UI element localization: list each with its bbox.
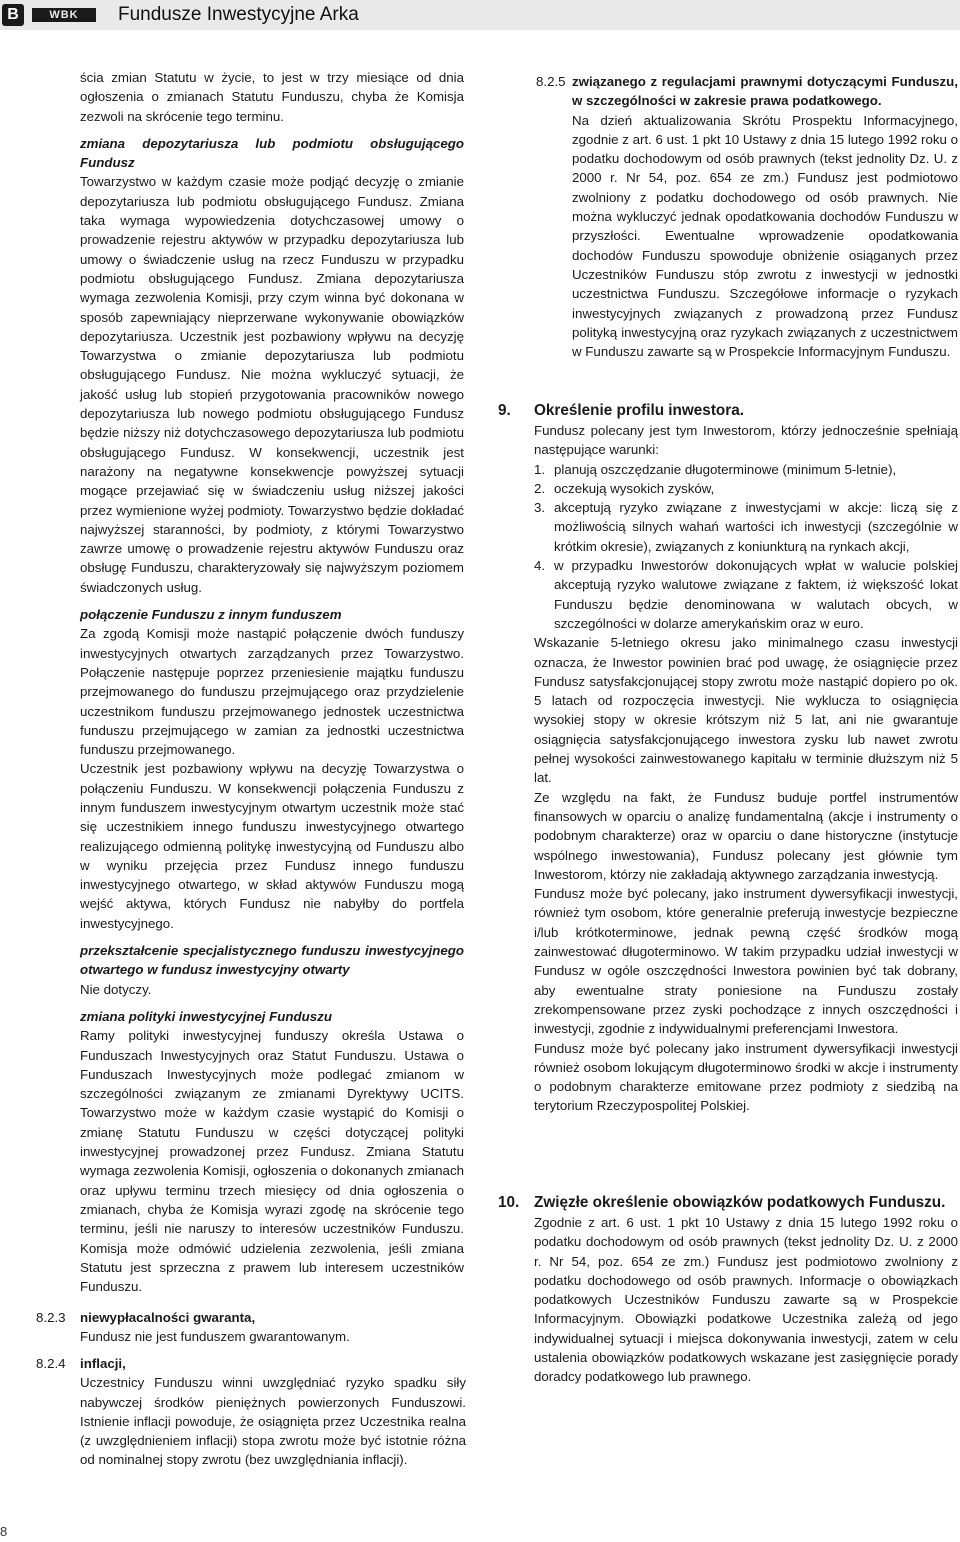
item-number: 8.2.3	[36, 1310, 66, 1325]
paragraph: Ramy polityki inwestycyjnej funduszy określa Ustawa o Funduszach Inwestycyjnych oraz Statut Funduszu. Ustawa o Funduszach Inwestycyjnych może podlegać zmianom w szczególności związanym ze zmianami Dyrektywy UCITS. Towarzystwo może w każdym czasie wystąpić do Komisji o zmianę Statutu Funduszu w części dotyczącej polityki inwestycyjnej prowadzonej przez Fundusz. Zmiana Statutu wymaga zezwolenia Komisji, ogłoszenia o dokonanych zmianach oraz upływu terminu trzech miesięcy od dnia ogłoszenia o zmianach, chyba że Komisja wyrazi zgodę na skrócenie tego terminu, jeśli nie naruszy to interesów uczestników Funduszu. Komisja może odmówić udzielenia zezwolenia, jeśli zmiana Statutu jest sprzeczna z prawem lub interesem uczestników Funduszu.	[80, 1028, 464, 1295]
header-title: Fundusze Inwestycyjne Arka	[118, 4, 359, 25]
section-title: Zwięzłe określenie obowiązków podatkowych Funduszu.	[534, 1194, 946, 1211]
subheading-depozytariusz: zmiana depozytariusza lub podmiotu obsługującego Fundusz	[80, 135, 464, 171]
subheading-przeksztalcenie: przekształcenie specjalistycznego funduszu inwestycyjnego otwartego w fundusz inwestycyjny otwarty	[80, 943, 464, 978]
paragraph: Towarzystwo w każdym czasie może podjąć decyzję o zmianie depozytariusza lub podmiotu obsługującego Fundusz. Zmiana taka wymaga wypowiedzenia dotychczasowej umowy o prowadzenie rejestru aktywów w przypadku depozytariusza lub umowy o świadczenie usług na rzecz Funduszu w przypadku podmiotu obsługującego Fundusz. Zmiana depozytariusza wymaga zezwolenia Komisji, przy czym winna być dokonana w sposób zapewniający nieprzerwane wykonywanie obowiązków depozytariusza. Uczestnik jest pozbawiony wpływu na decyzję Towarzystwa o zmianie depozytariusza lub podmiotu obsługującego Fundusz. Nie można wykluczyć sytuacji, że jakość usług lub stopień przygotowania pracowników nowego depozytariusza lub nowego podmiotu obsługującego Fundusz będzie niższy niż dotychczasowego depozytariusza lub podmiotu obsługującego Fundusz. W konsekwencji, uczestnik jest narażony na negatywne konsekwencje powyższej sytuacji mogące przejawiać się w świadczeniu usług niższej jakości przez wymienione wyżej podmioty. Towarzystwo będzie dokładać najwyższej staranności, by podmioty, z którymi Towarzystwo zawrze umowę o prowadzenie rejestru aktywów Funduszu oraz obsługę Funduszu, charakteryzowały się najwyższym poziomem świadczonych usług.	[80, 174, 464, 595]
left-column	[80, 68, 464, 1296]
item-heading: związanego z regulacjami prawnymi dotyczącymi Funduszu, w szczególności w zakresie prawa podatkowego.	[572, 74, 958, 109]
item-8-2-5	[536, 72, 958, 361]
section-10	[498, 1192, 958, 1387]
page-number: 8	[0, 1524, 8, 1539]
item-text: Na dzień aktualizowania Skrótu Prospektu Informacyjnego, zgodnie z art. 6 ust. 1 pkt 10 Ustawy z dnia 15 lutego 1992 roku o podatku dochodowym od osób prawnych (tekst jednolity Dz. U. z 2000 r. Nr 54, poz. 654 ze zm.) Fundusz jest podmiotowo zwolniony z podatku dochodowego od osób prawnych. Nie można wykluczyć jednak opodatkowania dochodów Funduszu w przyszłości. Ewentualne wprowadzenie opodatkowania dochodów Funduszu spowoduje obniżenie osiąganych przez Uczestników Funduszu stóp zwrotu z inwestycji w jednostki uczestnictwa Funduszu. Szczegółowe informacje o ryzykach inwestycyjnych związanych z prowadzoną przez Fundusz polityką inwestycyjną oraz ryzykach związanych z uczestnictwem w Funduszu zawarte są w Prospekcie Informacyjnym Funduszu.	[572, 112, 958, 360]
paragraph: Nie dotyczy.	[80, 981, 152, 997]
section-number: 10.	[498, 1194, 520, 1211]
paragraph: Fundusz może być polecany jako instrument dywersyfikacji inwestycji również osobom lokującym długoterminowo środki w akcje i instrumenty o podobnym charakterze emitowane przez podmioty z siedzibą na terytorium Rzeczypospolitej Polskiej.	[534, 1040, 958, 1114]
paragraph: Zgodnie z art. 6 ust. 1 pkt 10 Ustawy z dnia 15 lutego 1992 roku o podatku dochodowym od osób prawnych (tekst jednolity Dz. U. z 2000 r. Nr 54, poz. 654 ze zm.) Fundusz jest podmiotowo zwolniony z podatku dochodowego od osób prawnych. Informacje o obowiązkach podatkowych Uczestników Funduszu zawarte są w Prospekcie Informacyjnym. Obowiązki podatkowe Uczestnika zależą od jego indywidualnej sytuacji i miejsca dokonywania inwestycji, zatem w celu ustalenia obowiązków podatkowych wskazane jest zasięgnięcie porady doradcy podatkowego lub prawnego.	[534, 1215, 958, 1385]
paragraph: Za zgodą Komisji może nastąpić połączenie dwóch funduszy inwestycyjnych otwartych zarządzanych przez Towarzystwo. Połączenie następuje poprzez przeniesienie majątku funduszu przejmowanego do funduszu przejmującego oraz przydzielenie uczestnikom funduszu przejmowanego jednostek uczestnictwa funduszu przejmującego w zamian za jednostki uczestnictwa funduszu przejmowanego.	[80, 626, 464, 758]
wbk-wordmark: WBK	[32, 8, 96, 22]
item-text: Uczestnicy Funduszu winni uwzględniać ryzyko spadku siły nabywczej środków pieniężnych powierzonych Funduszowi. Istnienie inflacji powoduje, że osiągnięta przez Uczestnika realna (z uwzględnieniem inflacji) stopa zwrotu może być istotnie różna od nominalnej stopy zwrotu (bez uwzględniania inflacji).	[80, 1375, 466, 1468]
subheading-polaczenie: połączenie Funduszu z innym funduszem	[80, 607, 342, 623]
paragraph: Ze względu na fakt, że Fundusz buduje portfel instrumentów finansowych w oparciu o analizę fundamentalną (akcje i instrumenty o podobnym charakterze) oraz w oparciu o dane historyczne (instytucje wspólnego inwestowania), Fundusz polecany jest głównie tym Inwestorom, którzy nie zakładają aktywnego zarządzania inwestycją.	[534, 789, 958, 882]
subheading-polityka: zmiana polityki inwestycyjnej Funduszu	[80, 1008, 332, 1024]
item-number: 8.2.5	[536, 74, 566, 89]
section-number: 9.	[498, 402, 511, 419]
list-item: 3. akceptują ryzyko związane z inwestycjami w akcje: liczą się z możliwością silnych wahań wartości ich inwestycji (szczególnie w krótkim okresie), związanych z koniunkturą na rynkach akcji,	[534, 500, 958, 554]
paragraph: Uczestnik jest pozbawiony wpływu na decyzję Towarzystwa o połączeniu Funduszu. W konsekwencji połączenia Funduszu z innym funduszem inwestycyjnym otwartym uczestnik może stać się uczestnikiem innego funduszu inwestycyjnego otwartego realizującego odmienną politykę inwestycyjną od Funduszu albo w wyniku przejęcia przez Fundusz innego funduszu inwestycyjnego otwartego, w skład aktywów Funduszu mogą wejść aktywa, których Fundusz nie nabyłby do portfela inwestycyjnego.	[80, 761, 464, 931]
item-heading: inflacji,	[80, 1356, 126, 1371]
item-8-2-4	[36, 1354, 466, 1470]
item-heading: niewypłacalności gwaranta,	[80, 1310, 256, 1325]
list-item: 1. planują oszczędzanie długoterminowe (minimum 5-letnie),	[534, 461, 897, 477]
paragraph: ścia zmian Statutu w życie, to jest w trzy miesiące od dnia ogłoszenia o zmianach Statutu Funduszu, chyba że Komisja zezwoli na skrócenie tego terminu.	[80, 70, 464, 124]
section-title: Określenie profilu inwestora.	[534, 402, 744, 419]
list-item: 2. oczekują wysokich zysków,	[534, 480, 715, 496]
paragraph: Fundusz może być polecany, jako instrument dywersyfikacji inwestycji, również tym osobom, które generalnie preferują inwestycje bezpieczne i/lub krótkoterminowe, jednak pewną część środków mogą zainwestować długoterminowo. W takim przypadku udział inwestycji w Fundusz w ogóle oszczędności Inwestora powinien być tak dobrany, aby ewentualne straty poniesione na Funduszu zostały zrekompensowane przez zyski pochodzące z innych oszczędności i inwestycji, zgodnie z indywidualnymi preferencjami Inwestora.	[534, 886, 958, 1037]
paragraph: Wskazanie 5-letniego okresu jako minimalnego czasu inwestycji oznacza, że Inwestor powinien brać pod uwagę, że osiągnięcie przez Fundusz satysfakcjonującej stopy zwrotu może nastąpić dopiero po ok. 5 latach od rozpoczęcia inwestycji. Nie wyklucza to osiągnięcia wysokiej stopy w okresie krótszym niż 5 lat, ani nie gwarantuje osiągnięcia satysfakcjonującego inwestora zysku lub nawet zwrotu pełnej wysokości zainwestowanego kapitału w terminie dłuższym niż 5 lat.	[534, 635, 958, 786]
item-text: Fundusz nie jest funduszem gwarantowanym.	[80, 1329, 350, 1345]
investor-conditions-list	[534, 460, 958, 634]
paragraph: Fundusz polecany jest tym Inwestorom, którzy jednocześnie spełniają następujące warunki:	[534, 423, 958, 458]
item-8-2-3	[36, 1308, 466, 1347]
item-number: 8.2.4	[36, 1356, 66, 1371]
list-item: 4. w przypadku Inwestorów dokonujących wpłat w walucie polskiej akceptują ryzyko walutowe związane z faktem, iż większość lokat Funduszu będzie denominowana w walutach obcych, w szczególności w dolarze amerykańskim oraz w euro.	[534, 558, 958, 631]
section-9	[498, 400, 958, 1116]
bzwbk-logo-icon: B	[2, 4, 24, 26]
page-header	[0, 0, 960, 30]
